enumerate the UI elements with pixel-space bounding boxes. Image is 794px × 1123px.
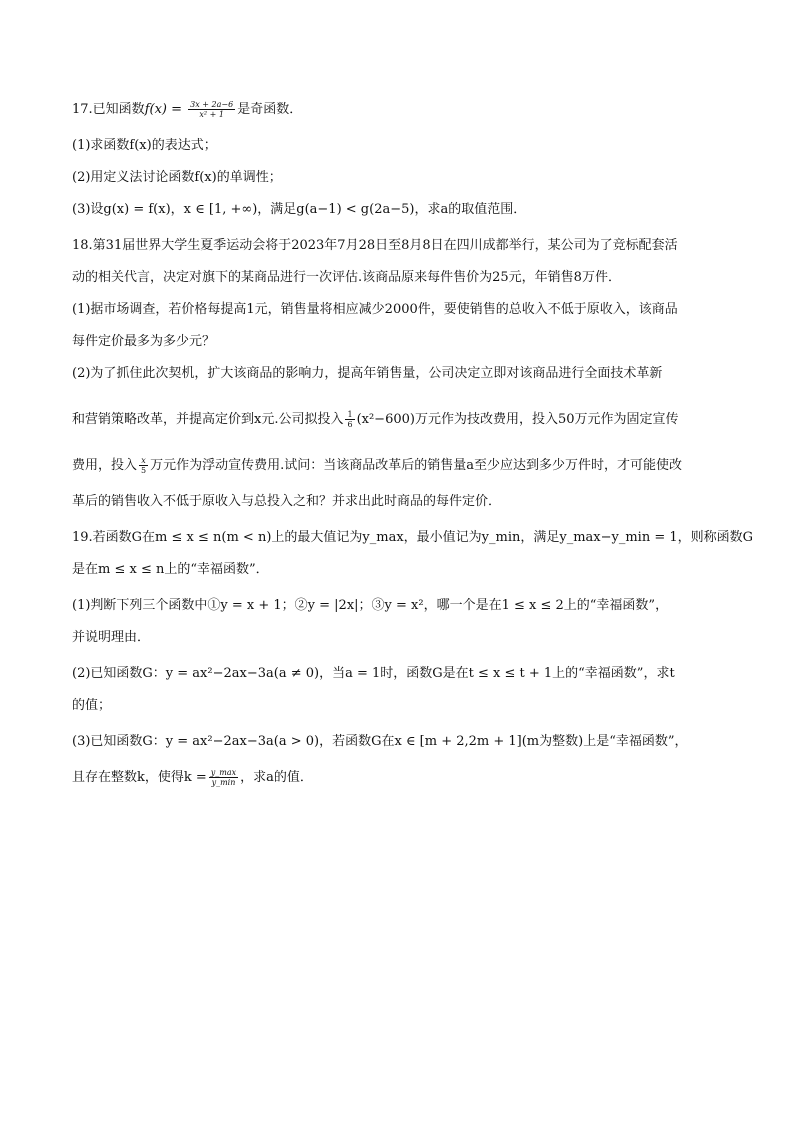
q17-fx: f(x) = — [144, 102, 182, 117]
q17-suffix: 是奇函数． — [237, 102, 303, 117]
q19-part1-line1: (1)判断下列三个函数中①y = x + 1；②y = |2x|；③y = x²，哪一个是在1 ≤ x ≤ 2上的“幸福函数”， — [72, 598, 669, 613]
q18-part1-line2: 每件定价最多为多少元？ — [72, 334, 216, 349]
q17-part3: (3)设g(x) = f(x)，x ∈ [1, +∞)，满足g(a−1) < g(2a−5)，求a的取值范围． — [72, 202, 527, 217]
q18-part2-line2 — [72, 410, 722, 430]
q18-frac2-denominator: 5 — [141, 466, 147, 475]
q17-fraction — [188, 100, 235, 119]
q18-stem-line1: 18.第31届世界大学生夏季运动会将于2023年7月28日至8月8日在四川成都举行，某公司为了竞标配套活 — [72, 238, 678, 253]
q18-fraction-1-6 — [345, 410, 354, 429]
document-page — [72, 100, 754, 788]
q17-stem — [72, 100, 722, 120]
q17-part1: (1)求函数f(x)的表达式； — [72, 138, 217, 153]
q19-part3-line2-a: 且存在整数k，使得k = — [72, 770, 207, 785]
q19-frac-denominator: y_min — [211, 778, 236, 787]
q19-stem-line2: 是在m ≤ x ≤ n上的“幸福函数”． — [72, 562, 269, 577]
q17-frac-denominator: x² + 1 — [199, 110, 224, 119]
q18-part2-line3-a: 费用，投入 — [72, 458, 138, 473]
q18-frac1-numerator: 1 — [347, 410, 353, 419]
q18-part2-line3-b: 万元作为浮动宣传费用.试问：当该商品改革后的销售量a至少应达到多少万件时，才可能使改 — [150, 458, 682, 473]
q19-part3-line2 — [72, 768, 722, 788]
q19-part3-line2-b: ，求a的值． — [240, 770, 313, 785]
q17-part2: (2)用定义法讨论函数f(x)的单调性； — [72, 170, 282, 185]
q18-part2-line3 — [72, 456, 722, 476]
q18-frac1-denominator: 6 — [347, 420, 353, 429]
q18-part1-line1: (1)据市场调查，若价格每提高1元，销售量将相应减少2000件，要使销售的总收入不低于原收入，该商品 — [72, 302, 678, 317]
q18-stem-line2: 动的相关代言，决定对旗下的某商品进行一次评估.该商品原来每件售价为25元，年销售8万件． — [72, 270, 621, 285]
q17-frac-numerator: 3x + 2a−6 — [190, 100, 234, 109]
q18-fraction-x-5 — [139, 456, 148, 475]
q17-prefix: 17.已知函数 — [72, 102, 145, 117]
q18-part2-line1: (2)为了抓住此次契机，扩大该商品的影响力，提高年销售量，公司决定立即对该商品进行全面技术革新 — [72, 366, 663, 381]
q19-frac-numerator: y_max — [210, 768, 237, 777]
q19-part3-line1: (3)已知函数G：y = ax²−2ax−3a(a > 0)，若函数G在x ∈ [m + 2,2m + 1](m为整数)上是“幸福函数”， — [72, 734, 688, 749]
q18-part2-line2-a: 和营销策略改革，并提高定价到x元.公司拟投入 — [72, 412, 344, 427]
q19-stem-line1: 19.若函数G在m ≤ x ≤ n(m < n)上的最大值记为y_max，最小值记为y_min，满足y_max−y_min = 1，则称函数G — [72, 530, 754, 545]
q19-part2-line1: (2)已知函数G：y = ax²−2ax−3a(a ≠ 0)，当a = 1时，函数G是在t ≤ x ≤ t + 1上的“幸福函数”，求t — [72, 666, 675, 681]
q19-part2-line2: 的值； — [72, 698, 112, 713]
q18-frac2-numerator: x — [139, 456, 148, 466]
q19-part1-line2: 并说明理由． — [72, 630, 151, 645]
q18-part2-line2-b: (x²−600)万元作为技改费用，投入50万元作为固定宣传 — [356, 412, 679, 427]
q19-fraction-ymax-ymin — [209, 768, 238, 787]
q18-part2-line4: 革后的销售收入不低于原收入与总投入之和？并求出此时商品的每件定价． — [72, 494, 502, 509]
